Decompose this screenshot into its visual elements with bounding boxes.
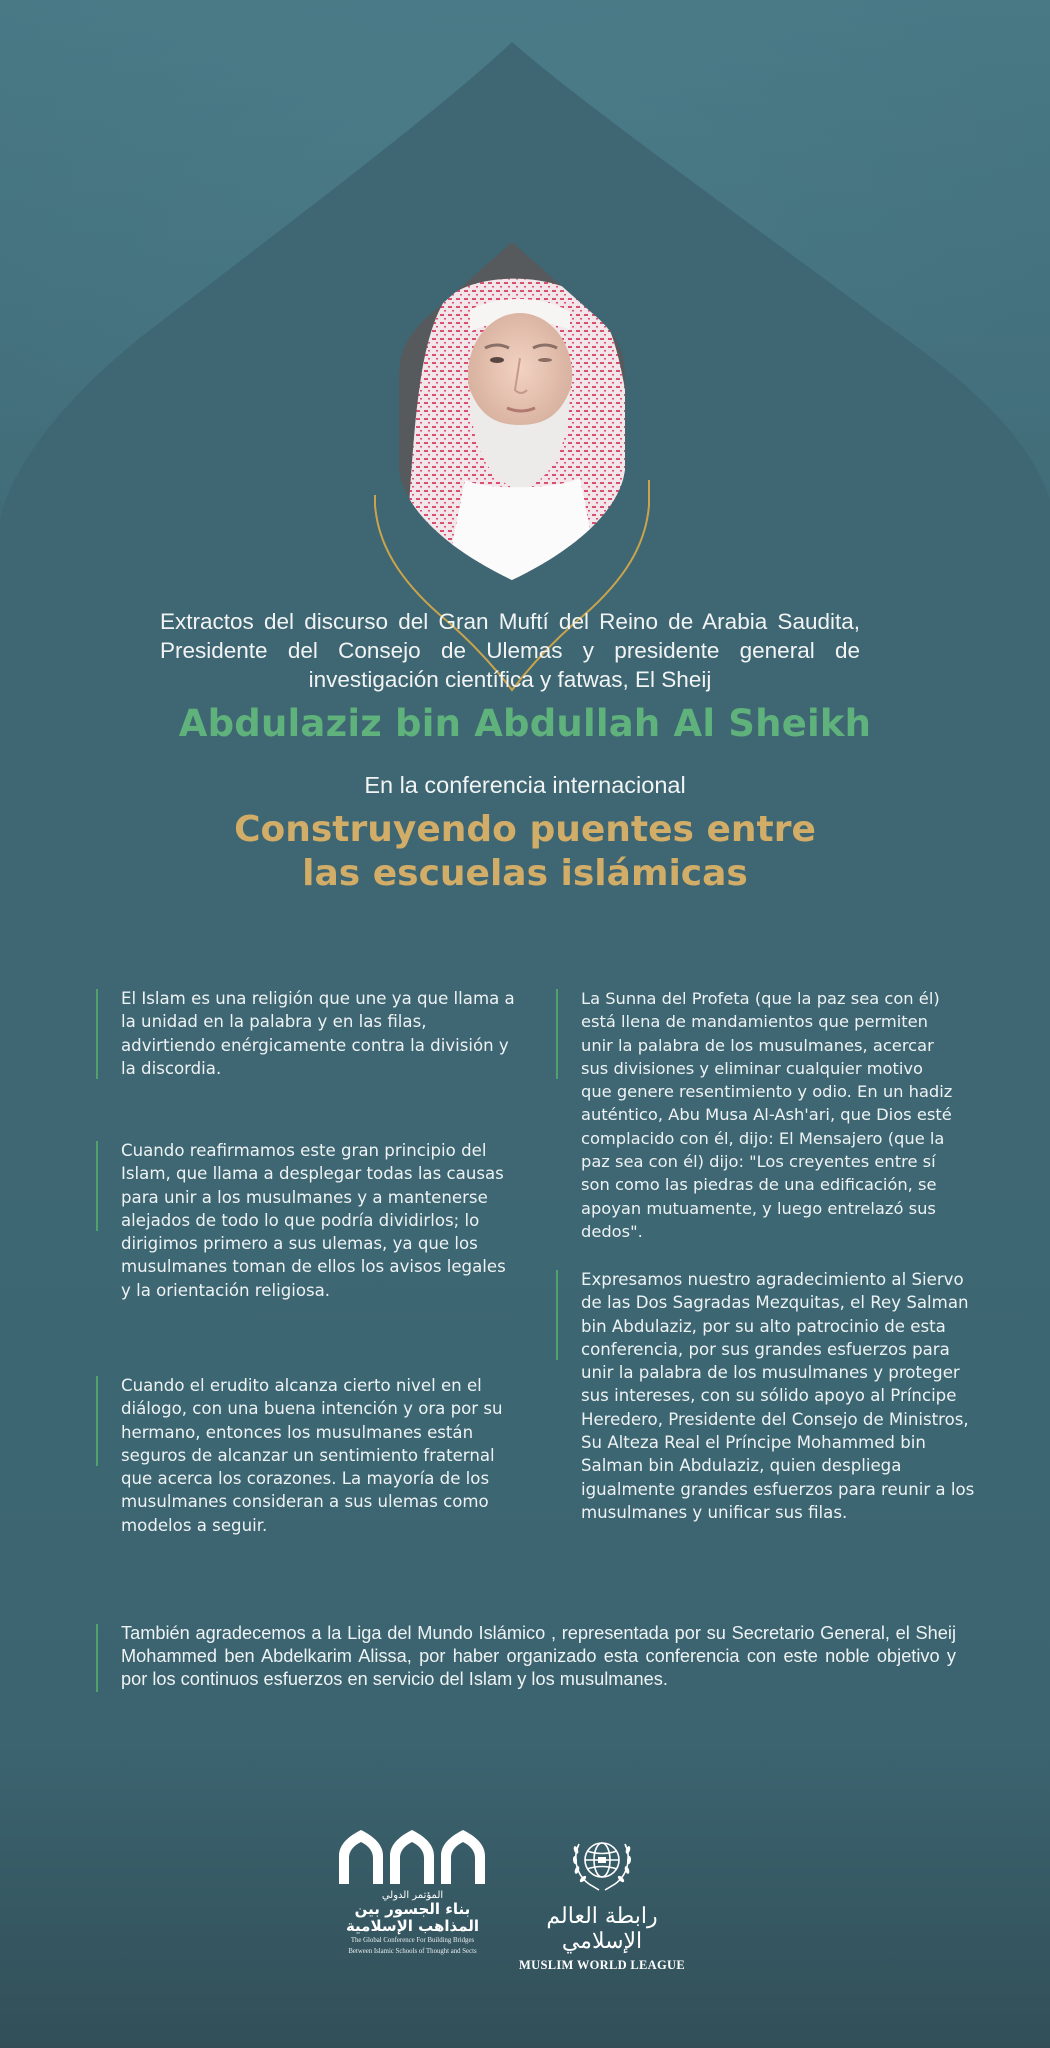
speech-intro-text: Extractos del discurso del Gran Muftí del Reino de Arabia Saudita, Presidente del Consejo de Ulemas y presidente general de investigación científica y fatwas, El Sheij bbox=[160, 609, 860, 692]
footer-logos bbox=[0, 1820, 1050, 1970]
accent-bar bbox=[96, 1376, 98, 1466]
conference-logo-english-line2: Between Islamic Schools of Thought and Sects bbox=[348, 1947, 477, 1955]
conference-title-line1: Construyendo puentes entre bbox=[234, 809, 816, 850]
quote-text: El Islam es una religión que une ya que llama a la unidad en la palabra y en las filas, advirtiendo enérgicamente contra la división y la discordia. bbox=[121, 989, 515, 1078]
conference-logo bbox=[335, 1828, 490, 1956]
conference-logo-arabic-line2: بناء الجسور بين bbox=[354, 1900, 471, 1918]
quote-text: Expresamos nuestro agradecimiento al Siervo de las Dos Sagradas Mezquitas, el Rey Salman bin Abdulaziz, por su alto patrocinio de esta conferencia, por sus grandes esfuerzos para unir la palabra de los musulmanes y proteger sus intereses, con su sólido apoyo al Príncipe Heredero, Presidente del Consejo de Ministros, Su Alteza Real el Príncipe Mohammed bin Salman bin Abdulaziz, quien despliega igualmente grandes esfuerzos para reunir a los musulmanes y unificar sus filas. bbox=[581, 1270, 975, 1522]
quote-block bbox=[96, 1374, 516, 1537]
speaker-name: Abdulaziz bin Abdullah Al Sheikh bbox=[178, 702, 872, 745]
conference-logo-arabic-line1: المؤتمر الدولي bbox=[381, 1890, 444, 1901]
quote-block bbox=[96, 1139, 516, 1302]
conference-title bbox=[0, 808, 1050, 896]
mwl-logo-english: MUSLIM WORLD LEAGUE bbox=[519, 1958, 685, 1972]
accent-bar bbox=[96, 1624, 98, 1692]
conference-logo-arabic-line3: المذاهب الإسلامية bbox=[345, 1917, 480, 1935]
quote-block bbox=[96, 987, 516, 1080]
conference-logo-english-line1: The Global Conference For Building Bridges bbox=[350, 1937, 475, 1944]
quote-text: Cuando el erudito alcanza cierto nivel en el diálogo, con una buena intención y ora por su hermano, entonces los musulmanes están seguros de alcanzar un sentimiento fraternal que acerca los corazones. La mayoría de los musulmanes consideran a sus ulemas como modelos a seguir. bbox=[121, 1376, 503, 1535]
three-arches-icon bbox=[335, 1828, 490, 1884]
accent-bar bbox=[556, 989, 558, 1079]
quote-text: También agradecemos a la Liga del Mundo Islámico , representada por su Secretario General, el Sheij Mohammed ben Abdelkarim Alissa, por haber organizado esta conferencia con este noble objetivo y por los continuos esfuerzos en servicio del Islam y los musulmanes. bbox=[121, 1623, 956, 1689]
quote-text: Cuando reafirmamos este gran principio del Islam, que llama a desplegar todas las causas para unir a los musulmanes y a mantenerse alejados de todo lo que podría dividirlos; lo dirigimos primero a sus ulemas, ya que los musulmanes toman de ellos los avisos legales y la orientación religiosa. bbox=[121, 1141, 506, 1300]
quote-block bbox=[556, 987, 956, 1243]
globe-laurel-icon bbox=[567, 1830, 637, 1894]
quote-block bbox=[556, 1268, 976, 1524]
conference-title-line2: las escuelas islámicas bbox=[302, 853, 748, 894]
quote-block-full-width bbox=[96, 1622, 956, 1691]
accent-bar bbox=[96, 1141, 98, 1231]
conference-intro: En la conferencia internacional bbox=[364, 772, 686, 798]
muslim-world-league-logo bbox=[512, 1830, 692, 1973]
quote-text: La Sunna del Profeta (que la paz sea con él) está llena de mandamientos que permiten unir la palabra de los musulmanes, acercar sus divisiones y eliminar cualquier motivo que genere resentimiento y odio. En un hadiz auténtico, Abu Musa Al-Ash'ari, que Dios esté complacido con él, dijo: El Mensajero (que la paz sea con él) dijo: "Los creyentes entre sí son como las piedras de una edificación, se apoyan mutuamente, y luego entrelazó sus dedos". bbox=[581, 989, 953, 1241]
portrait-image bbox=[375, 240, 675, 580]
accent-bar bbox=[556, 1270, 558, 1360]
accent-bar bbox=[96, 989, 98, 1079]
mwl-logo-arabic: رابطة العالم الإسلامي bbox=[546, 1904, 658, 1954]
